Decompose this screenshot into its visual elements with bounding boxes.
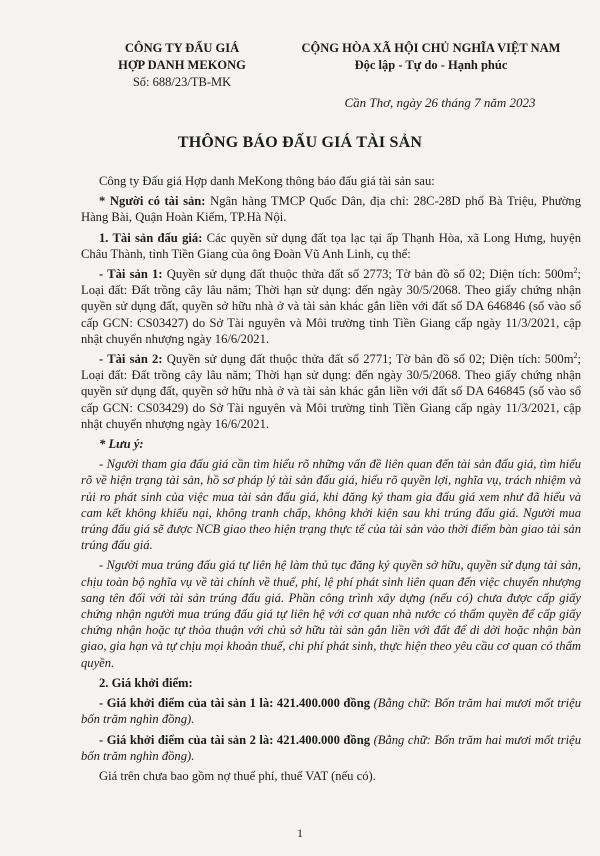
notes-label: * Lưu ý: [99, 437, 144, 452]
asset1-label: - Tài sản 1: [99, 267, 163, 282]
document-body [81, 173, 581, 788]
notes-heading [81, 436, 581, 452]
company-name-line2: HỢP DANH MEKONG [118, 58, 246, 72]
price1-label: - Giá khởi điểm của tài sản 1 là: 421.400.000 đồng [99, 696, 371, 711]
price2-label: - Giá khởi điểm của tài sản 2 là: 421.400.000 đồng [99, 732, 371, 747]
nation-title: CỘNG HÒA XÃ HỘI CHỦ NGHĨA VIỆT NAM [301, 41, 561, 55]
asset1-text-a: Quyền sử dụng đất thuộc thửa đất số 2773; Tờ bản đồ số 02; Diện tích: 500m [162, 267, 574, 282]
place-date: Cần Thơ, ngày 26 tháng 7 năm 2023 [344, 95, 536, 110]
company-name-line1: CÔNG TY ĐẤU GIÁ [124, 41, 240, 55]
document-number: Số: 688/23/TB-MK [132, 75, 232, 89]
owner-text: Ngân hàng TMCP Quốc Dân, địa chỉ: 28C-28D phố Bà Triệu, Phường Hàng Bài, Quận Hoàn Kiếm, TP.Hà Nội. [81, 194, 581, 225]
asset2-text-a: Quyền sử dụng đất thuộc thửa đất số 2771; Tờ bản đồ số 02; Diện tích: 500m [162, 352, 574, 367]
asset1-text-b: ; Loại đất: Đất trồng cây lâu năm; Thời hạn sử dụng: đến ngày 30/5/2068. Theo giấy chứng nhận quyền sử dụng đất, quyền sở hữu nhà ở và tài sản khác gắn liền với đất số DA 646846 (số vào sổ cấp GCN: CS03427) do Sở Tài nguyên và Môi trường tỉnh Tiền Giang cấp ngày 11/3/2021, cập nhật chuyển nhượng ngày 16/6/2021. [81, 267, 581, 346]
national-motto: Độc lập - Tự do - Hạnh phúc [354, 58, 508, 72]
section1-label: 1. Tài sản đấu giá: [99, 230, 203, 245]
price2-paragraph [81, 732, 581, 764]
national-header [286, 40, 576, 74]
section2-label: 2. Giá khởi điểm: [99, 675, 193, 690]
note-1: - Người tham gia đấu giá cần tìm hiểu rõ những vấn đề liên quan đến tài sản đấu giá, tìm hiểu rõ về hiện trạng tài sản, hồ sơ pháp lý tài sản đấu giá, hiểu rõ quyền lợi, nghĩa vụ, trách nhiệm và rủi ro phát sinh của việc mua tài sản đấu giá, khi đăng ký tham gia đấu giá xem như đã hiểu và cam kết không khiếu nại, không tranh chấp, không khởi kiện sau khi trúng đấu giá. Người mua trúng đấu giá sẽ được NCB giao theo hiện trạng thực tế của tài sản vào thời điểm bàn giao tài sản trúng đấu giá. [81, 457, 581, 553]
page-number: 1 [297, 826, 303, 840]
asset2-label: - Tài sản 2: [99, 352, 163, 367]
asset2-sup: 2 [573, 350, 578, 360]
owner-paragraph [81, 193, 581, 225]
section1-text: Các quyền sử dụng đất tọa lạc tại ấp Thạnh Hòa, xã Long Hưng, huyện Châu Thành, tỉnh Tiền Giang của ông Đoàn Vũ Anh Linh, cụ thể: [81, 230, 581, 261]
price2-words: (Bằng chữ: Bốn trăm hai mươi mốt triệu bốn trăm nghìn đồng). [81, 732, 581, 763]
company-header [92, 40, 272, 91]
tax-note: Giá trên chưa bao gồm nợ thuế phí, thuế VAT (nếu có). [99, 768, 376, 783]
intro-paragraph: Công ty Đấu giá Hợp danh MeKong thông báo đấu giá tài sản sau: [99, 174, 435, 188]
price1-words: (Bằng chữ: Bốn trăm hai mươi mốt triệu bốn trăm nghìn đồng). [81, 696, 581, 727]
document-title: THÔNG BÁO ĐẤU GIÁ TÀI SẢN [177, 134, 423, 151]
asset1-paragraph [81, 266, 581, 347]
price1-paragraph [81, 695, 581, 727]
section2-heading [81, 675, 581, 691]
section1-paragraph [81, 230, 581, 262]
asset2-paragraph [81, 351, 581, 432]
asset1-sup: 2 [573, 265, 578, 275]
note-2: - Người mua trúng đấu giá tự liên hệ làm thủ tục đăng ký quyền sở hữu, quyền sử dụng tài sản, chịu toàn bộ nghĩa vụ về tài chính về thuế, phí, lệ phí phát sinh liên quan đến việc chuyển nhượng sang tên đối với tài sản trúng đấu giá. Phần công trình xây dựng (nếu có) chưa được cấp giấy chứng nhận người mua trúng đấu giá tự liên hệ với cơ quan nhà nước có thẩm quyền để cấp giấy chứng nhận hoặc tự thỏa thuận với chủ sở hữu tài sản gắn liền với đất để di dời hoặc nhận bàn giao, gia hạn và tự chịu mọi khoản thuế, chi phí phát sinh, thực hiện theo yêu cầu cơ quan có thẩm quyền. [81, 558, 581, 670]
asset2-text-b: ; Loại đất: Đất trồng cây lâu năm; Thời hạn sử dụng: đến ngày 30/5/2068. Theo giấy chứng nhận quyền sử dụng đất, quyền sở hữu nhà ở và tài sản khác gắn liền với đất số DA 646845 (số vào sổ cấp GCN: CS03429) do Sở Tài nguyên và Môi trường tỉnh Tiền Giang cấp ngày 11/3/2021, cập nhật chuyển nhượng ngày 16/6/2021. [81, 352, 581, 431]
owner-label: * Người có tài sản: [99, 194, 206, 209]
